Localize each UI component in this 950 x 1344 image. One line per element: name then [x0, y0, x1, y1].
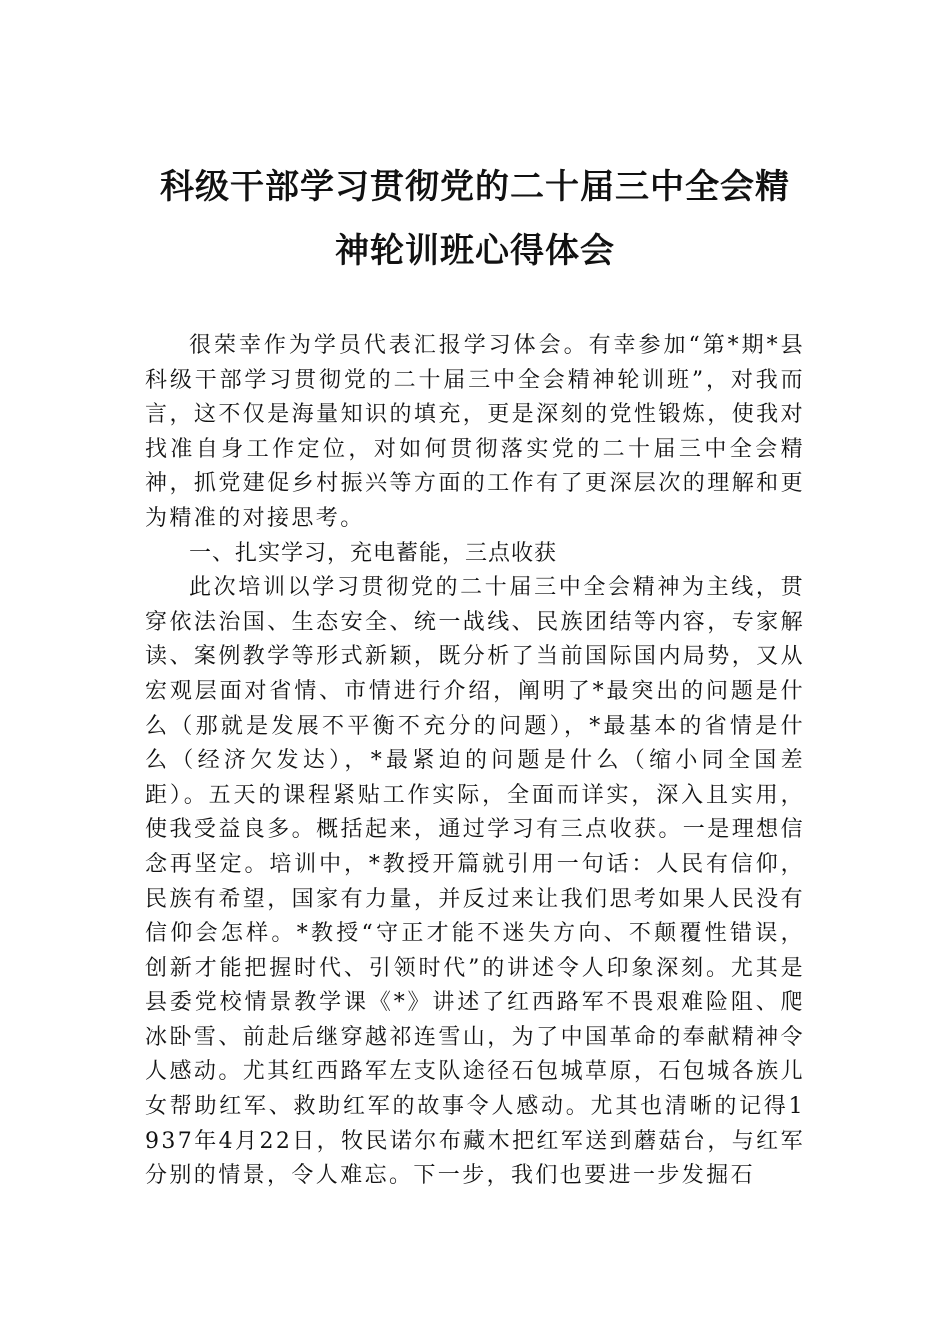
document-title [145, 155, 805, 283]
title-line-1: 科级干部学习贯彻党的二十届三中全会精 [160, 167, 790, 207]
document-page [145, 155, 805, 1194]
title-line-2: 神轮训班心得体会 [335, 231, 615, 271]
section-1-paragraph: 此次培训以学习贯彻党的二十届三中全会精神为主线，贯穿依法治国、生态安全、统一战线、民族团结等内容，专家解读、案例教学等形式新颖，既分析了当前国际国内局势，又从宏观层面对省情、市情进行介绍，阐明了*最突出的问题是什么（那就是发展不平衡不充分的问题），*最基本的省情是什么（经济欠发达），*最紧迫的问题是什么（缩小同全国差距）。五天的课程紧贴工作实际，全面而详实，深入且实用，使我受益良多。概括起来，通过学习有三点收获。一是理想信念再坚定。培训中，*教授开篇就引用一句话：人民有信仰，民族有希望，国家有力量，并反过来让我们思考如果人民没有信仰会怎样。*教授“守正才能不迷失方向、不颠覆性错误，创新才能把握时代、引领时代”的讲述令人印象深刻。尤其是县委党校情景教学课《*》讲述了红西路军不畏艰难险阻、爬冰卧雪、前赴后继穿越祁连雪山，为了中国革命的奉献精神令人感动。尤其红西路军左支队途径石包城草原，石包城各族儿女帮助红军、救助红军的故事令人感动。尤其也清晰的记得1937年4月22日，牧民诺尔布藏木把红军送到蘑菇台，与红军分别的情景，令人难忘。下一步，我们也要进一步发掘石 [145, 575, 805, 1189]
intro-paragraph: 很荣幸作为学员代表汇报学习体会。有幸参加“第*期*县科级干部学习贯彻党的二十届三中全会精神轮训班”，对我而言，这不仅是海量知识的填充，更是深刻的党性锻炼，使我对找准自身工作定位，对如何贯彻落实党的二十届三中全会精神，抓党建促乡村振兴等方面的工作有了更深层次的理解和更为精准的对接思考。 [145, 333, 805, 531]
section-heading-1: 一、扎实学习，充电蓄能，三点收获 [189, 540, 558, 566]
document-body [145, 329, 805, 1194]
